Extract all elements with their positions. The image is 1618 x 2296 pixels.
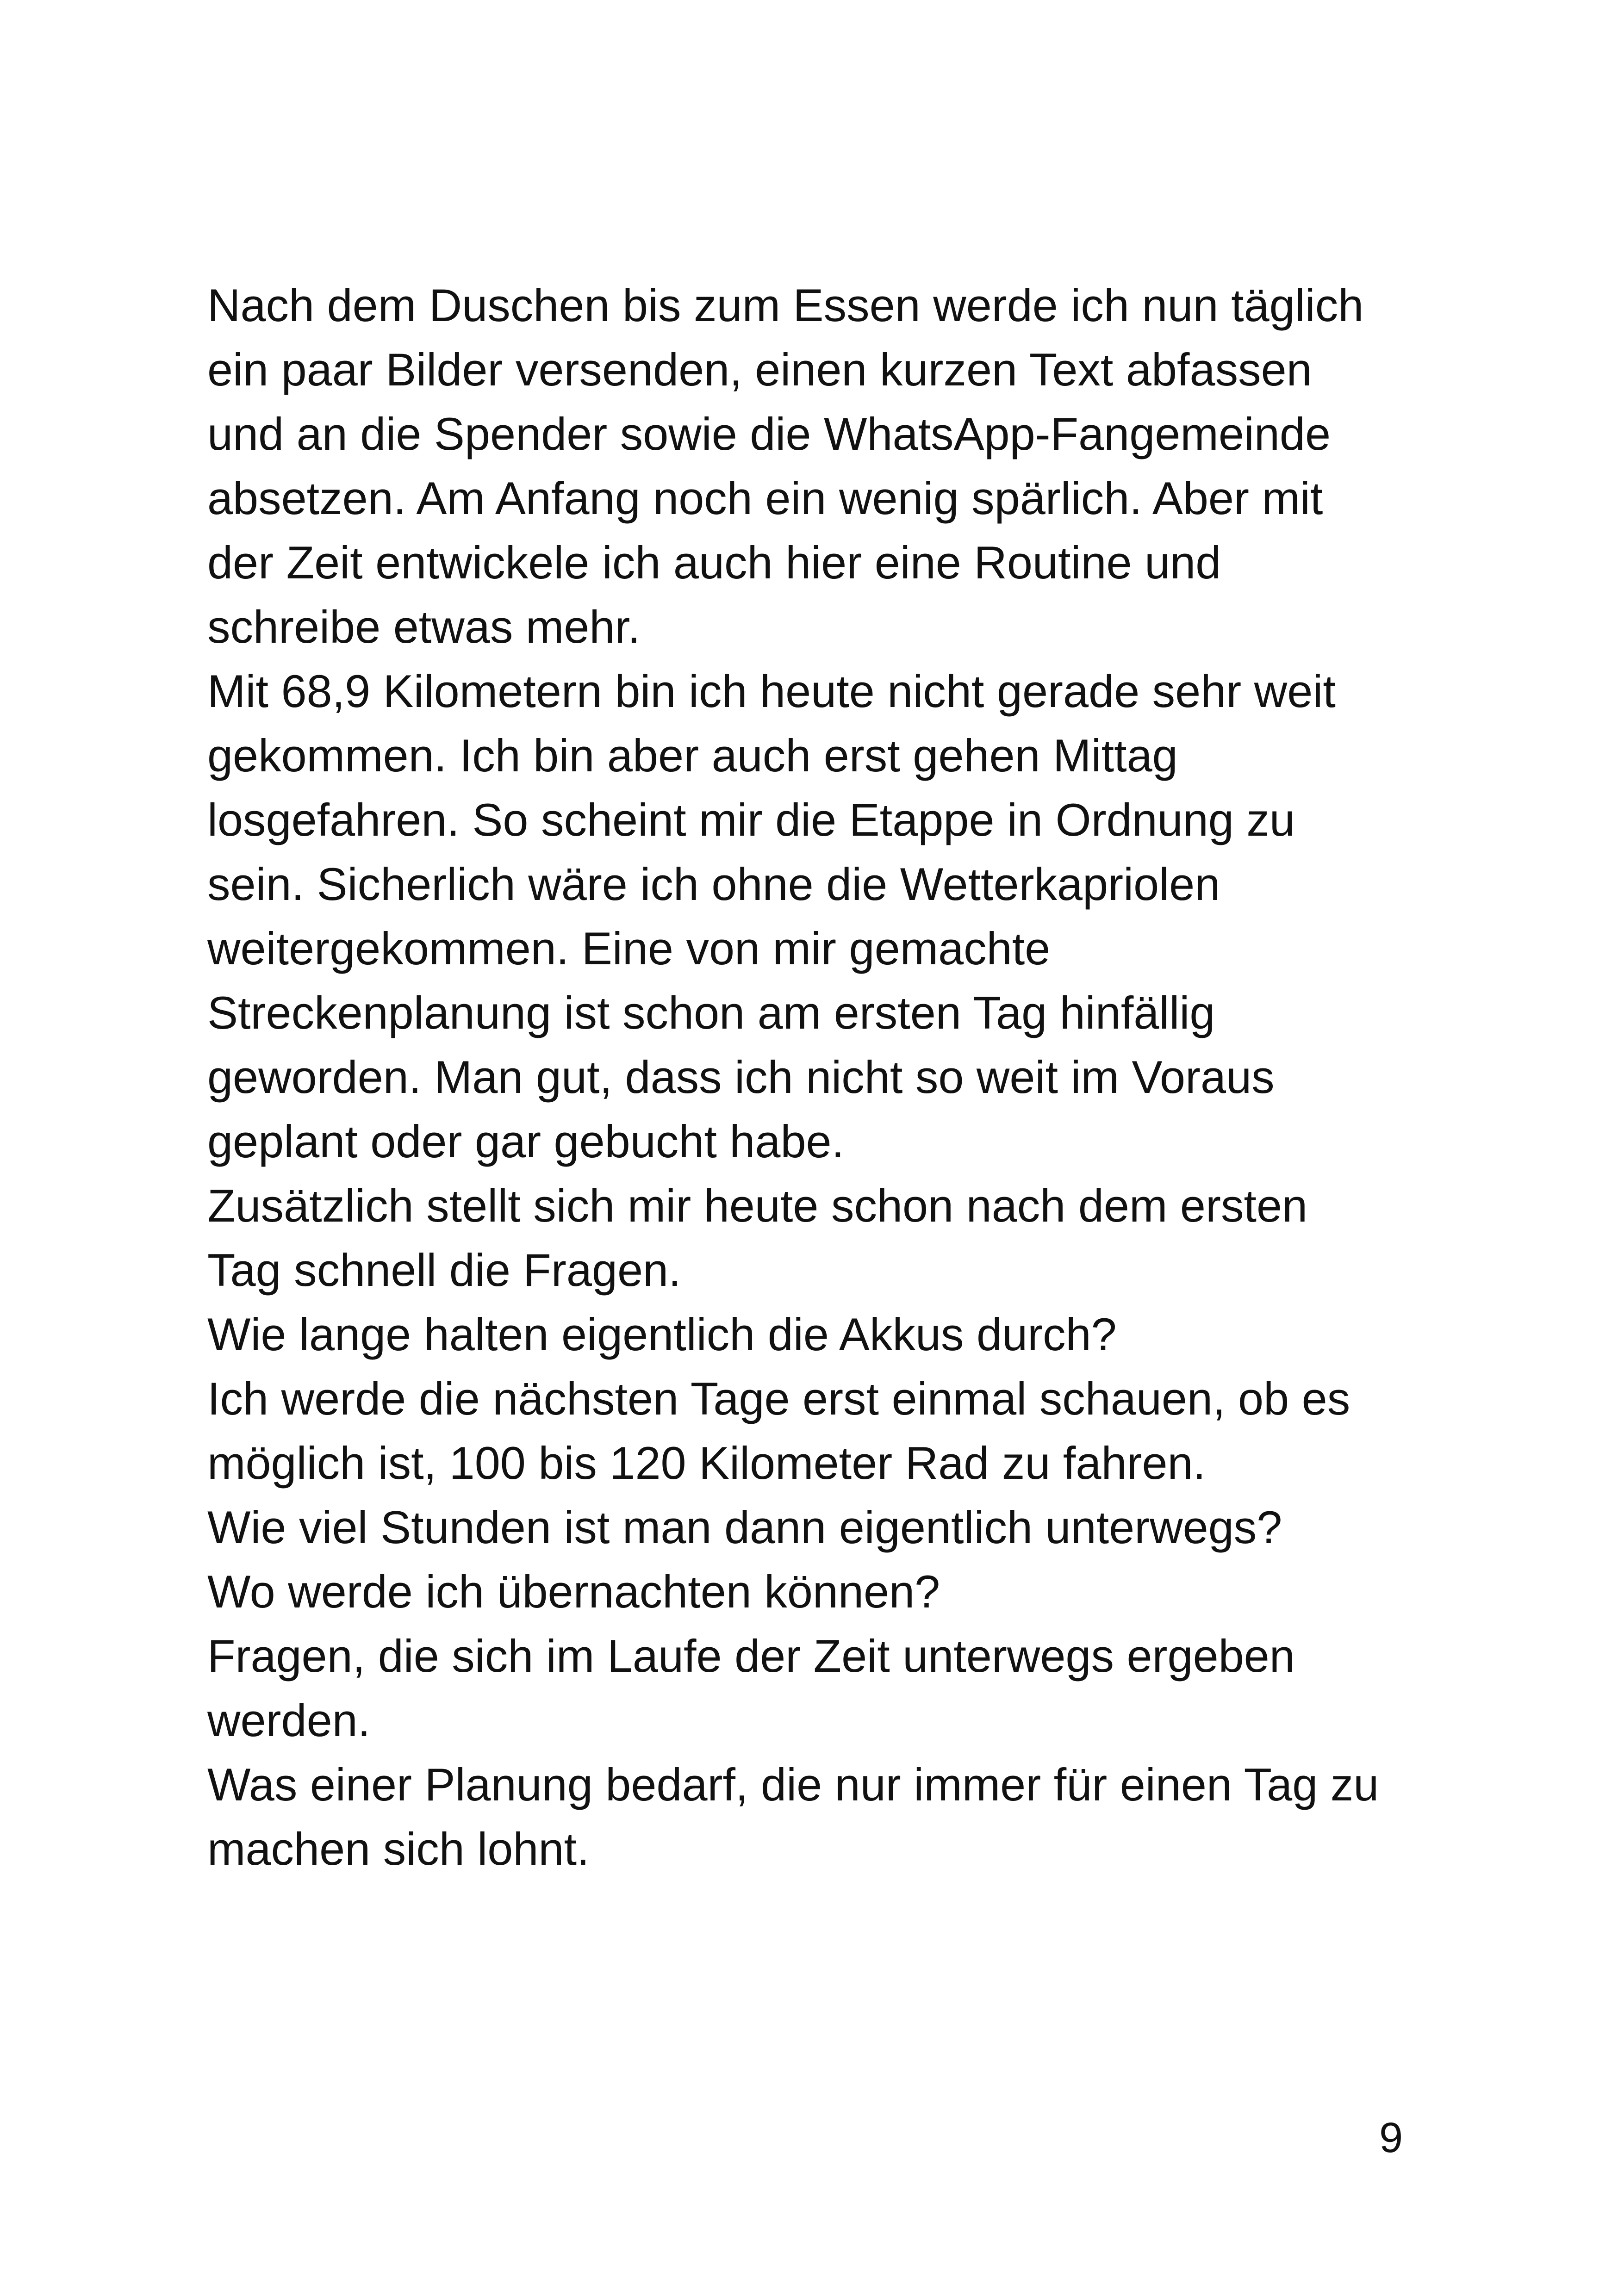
text-line: und an die Spender sowie die WhatsApp-Fangemeinde	[207, 408, 1331, 459]
text-line: losgefahren. So scheint mir die Etappe in Ordnung zu	[207, 794, 1295, 845]
text-line: schreibe etwas mehr.	[207, 601, 641, 652]
text-line: weitergekommen. Eine von mir gemachte	[207, 923, 1051, 974]
text-line: Tag schnell die Fragen.	[207, 1244, 681, 1296]
text-line: Mit 68,9 Kilometern bin ich heute nicht gerade sehr weit	[207, 665, 1336, 717]
text-line: Streckenplanung ist schon am ersten Tag hinfällig	[207, 987, 1215, 1038]
text-line: gekommen. Ich bin aber auch erst gehen Mittag	[207, 730, 1178, 781]
text-line: Ich werde die nächsten Tage erst einmal schauen, ob es	[207, 1373, 1350, 1424]
text-line: absetzen. Am Anfang noch ein wenig spärlich. Aber mit	[207, 472, 1323, 524]
text-line: der Zeit entwickele ich auch hier eine Routine und	[207, 537, 1221, 588]
text-line: ein paar Bilder versenden, einen kurzen Text abfassen	[207, 344, 1312, 395]
body-text	[207, 273, 1438, 1881]
text-line: Wie lange halten eigentlich die Akkus durch?	[207, 1309, 1117, 1360]
text-line: geplant oder gar gebucht habe.	[207, 1116, 845, 1167]
text-line: Nach dem Duschen bis zum Essen werde ich nun täglich	[207, 279, 1364, 331]
text-line: Fragen, die sich im Laufe der Zeit unterwegs ergeben	[207, 1630, 1295, 1682]
text-line: Wie viel Stunden ist man dann eigentlich unterwegs?	[207, 1502, 1282, 1553]
text-line: werden.	[207, 1694, 371, 1746]
text-line: machen sich lohnt.	[207, 1823, 590, 1874]
text-line: Zusätzlich stellt sich mir heute schon nach dem ersten	[207, 1180, 1308, 1231]
page-number: 9	[1379, 2114, 1403, 2161]
text-line: sein. Sicherlich wäre ich ohne die Wetterkapriolen	[207, 858, 1220, 910]
text-line: möglich ist, 100 bis 120 Kilometer Rad zu fahren.	[207, 1437, 1206, 1489]
text-line: Was einer Planung bedarf, die nur immer für einen Tag zu	[207, 1759, 1379, 1810]
text-line: geworden. Man gut, dass ich nicht so weit im Voraus	[207, 1051, 1275, 1103]
text-line: Wo werde ich übernachten können?	[207, 1566, 940, 1617]
